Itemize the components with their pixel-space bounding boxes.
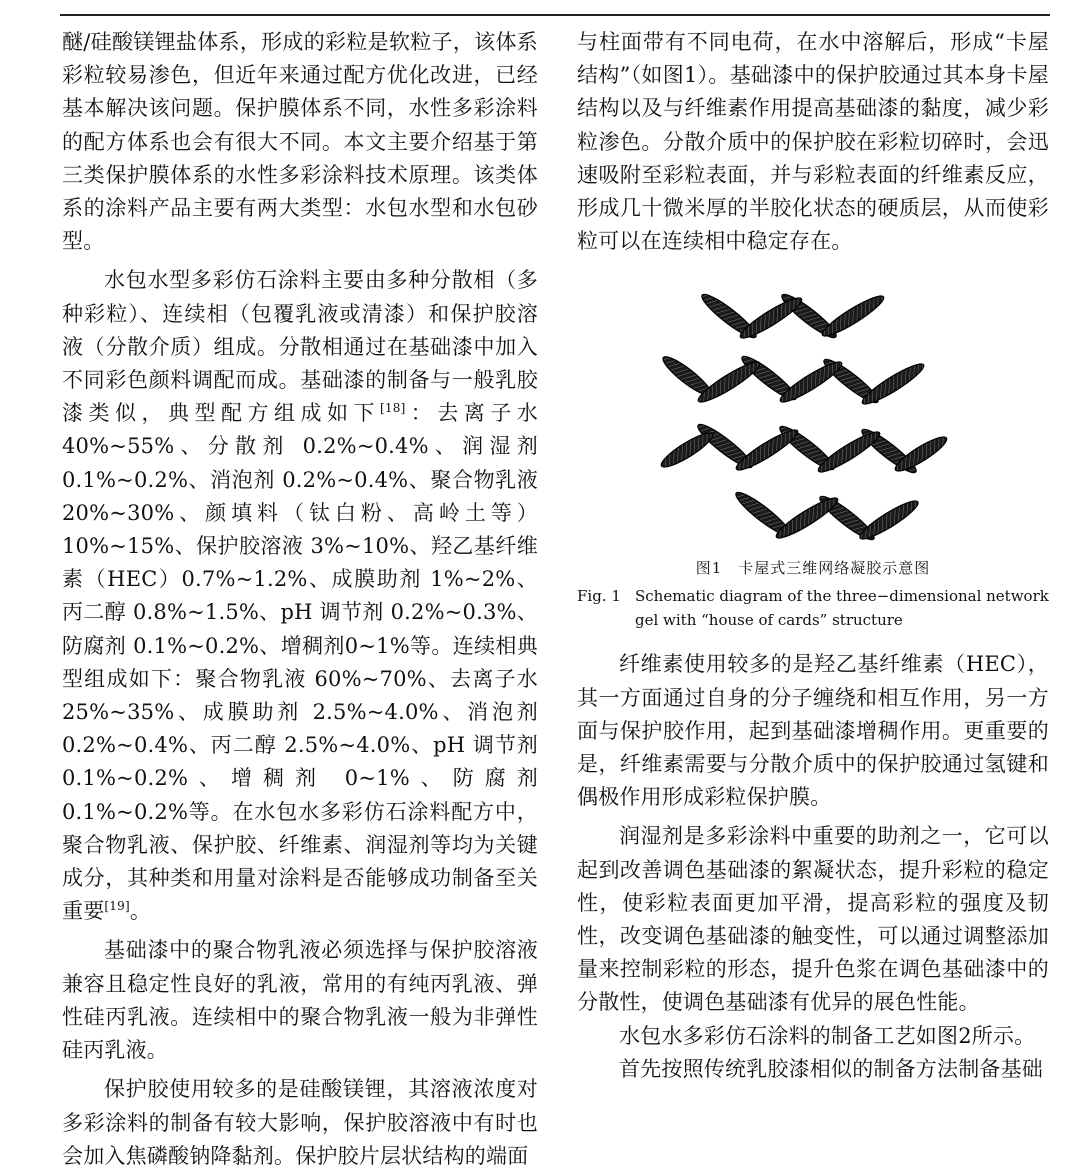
figure-caption-english (577, 584, 1049, 632)
paragraph-preparation: 首先按照传统乳胶漆相似的制备方法制备基础 (619, 1056, 1043, 1081)
paragraph-cellulose: 纤维素使用较多的是羟乙基纤维素（HEC），其一方面通过自身的分子缠绕和相互作用，另一方面与保护胶作用，起到基础漆增稠作用。更重要的是，纤维素需要与分散介质中的保护胶通过氢键和偶极作用形成彩粒保护膜。 (577, 652, 1049, 810)
figure-caption-chinese: 图1 卡屋式三维网络凝胶示意图 (695, 559, 931, 578)
citation-19[interactable]: [19] (104, 899, 130, 914)
paragraph-protective-colloid: 保护胶使用较多的是硅酸镁锂，其溶液浓度对多彩涂料的制备有较大影响，保护胶溶液中有时也会加入焦磷酸钠降黏剂。保护胶片层状结构的端面 (62, 1077, 538, 1168)
paragraph-house-of-cards: 与柱面带有不同电荷，在水中溶解后，形成“卡屋结构”（如图1）。基础漆中的保护胶通过其本身卡屋结构以及与纤维素作用提高基础漆的黏度，减少彩粒渗色。分散介质中的保护胶在彩粒切碎时，会迅速吸附至彩粒表面，并与彩粒表面的纤维素反应，形成几十微米厚的半胶化状态的硬质层，从而使彩粒可以在连续相中稳定存在。 (577, 30, 1049, 254)
header-rule (60, 14, 1050, 16)
citation-18[interactable]: [18] (380, 401, 406, 416)
right-column (577, 26, 1049, 1086)
left-column (62, 26, 538, 1173)
figure-1 (577, 286, 1049, 552)
figure-label: Fig. 1 (577, 587, 621, 606)
paragraph-water-in-water-formula: 水包水型多彩仿石涂料主要由多种分散相（多种彩粒）、连续相（包覆乳液或清漆）和保护胶溶液（分散介质）组成。分散相通过在基础漆中加入不同彩色颜料调配而成。基础漆的制备与一般乳胶漆类似，典型配方组成如下[18]：去离子水 40%~55%、分散剂 0.2%~0.4%、润湿剂 0.1%~0.2%、消泡剂 0.2%~0.4%、聚合物乳液 20%~30%、颜填料（钛白粉、高岭土等）10%~15%、保护胶溶液 3%~10%、羟乙基纤维素（HEC）0.7%~1.2%、成膜助剂 1%~2%、丙二醇 0.8%~1.5%、pH 调节剂 0.2%~0.3%、防腐剂 0.1%~0.2%、增稠剂0~1%等。连续相典型组成如下：聚合物乳液 60%~70%、去离子水 25%~35%、成膜助剂 2.5%~4.0%、消泡剂 0.2%~0.4%、丙二醇 2.5%~4.0%、pH 调节剂 0.1%~0.2%、增稠剂 0~1%、防腐剂 0.1%~0.2%等。在水包水多彩仿石涂料配方中，聚合物乳液、保护胶、纤维素、润湿剂等均为关键成分，其种类和用量对涂料是否能够成功制备至关重要[19]。 (62, 268, 539, 924)
figure-caption-text: Schematic diagram of the three−dimensional network gel with “house of cards” structure (635, 587, 1049, 630)
house-of-cards-network-image (659, 286, 959, 552)
paragraph-polymer-emulsion: 基础漆中的聚合物乳液必须选择与保护胶溶液兼容且稳定性良好的乳液，常用的有纯丙乳液、弹性硅丙乳液。连续相中的聚合物乳液一般为非弹性硅丙乳液。 (62, 938, 538, 1063)
paragraph-process-intro: 水包水多彩仿石涂料的制备工艺如图2所示。 (619, 1023, 1036, 1048)
paragraph-intro-continued: 醚/硅酸镁锂盐体系，形成的彩粒是软粒子，该体系彩粒较易渗色，但近年来通过配方优化改进，已经基本解决该问题。保护膜体系不同，水性多彩涂料的配方体系也会有很大不同。本文主要介绍基于第三类保护膜体系的水性多彩涂料技术原理。该类体系的涂料产品主要有两大类型：水包水型和水包砂型。 (62, 30, 538, 254)
paragraph-wetting-agent: 润湿剂是多彩涂料中重要的助剂之一，它可以起到改善调色基础漆的絮凝状态，提升彩粒的稳定性，使彩粒表面更加平滑，提高彩粒的强度及韧性，改变调色基础漆的触变性，可以通过调整添加量来控制彩粒的形态，提升色浆在调色基础漆中的分散性，使调色基础漆有优异的展色性能。 (577, 824, 1049, 1015)
